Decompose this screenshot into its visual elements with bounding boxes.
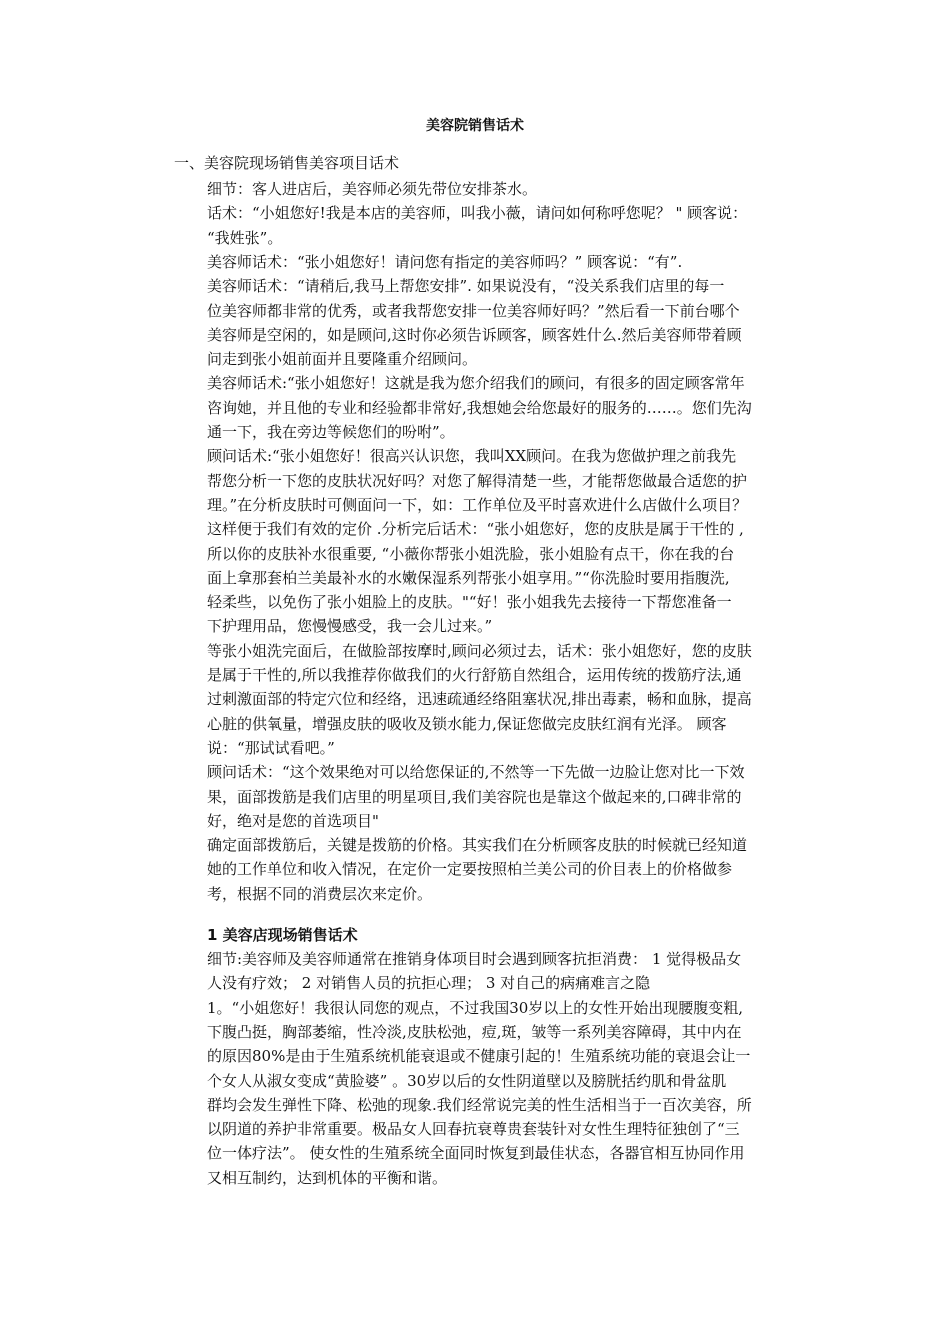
text-line: 下腹凸挺，胸部萎缩，性冷淡,皮肤松弛，痘,斑，皱等一系列美容障碍，其中内在	[207, 1022, 742, 1041]
text-line: 以阴道的养护非常重要。极品女人回春抗衰尊贵套装针对女性生理特征独创了“三	[207, 1120, 740, 1139]
text-line: 她的工作单位和收入情况，在定价一定要按照柏兰美公司的价目表上的价格做参	[207, 860, 733, 879]
text-line: 所以你的皮肤补水很重要, “小薇你帮张小姐洗脸，张小姐脸有点干，你在我的台	[207, 544, 735, 563]
text-line: 1。“小姐您好！我很认同您的观点，不过我国30岁以上的女性开始出现腰腹变粗,	[207, 998, 744, 1017]
text-line: 下护理用品，您慢慢感受，我一会儿过来。”	[207, 617, 493, 636]
text-line: 理。”在分析皮肤时可侧面问一下，如：工作单位及平时喜欢进什么店做什么项目？	[207, 495, 748, 514]
subheading: 1 美容店现场销售话术	[207, 926, 358, 944]
text-line: “我姓张”。	[207, 228, 283, 247]
text-line: 话术：“小姐您好!我是本店的美容师，叫我小薇，请问如何称呼您呢？ " 顾客说：	[207, 204, 748, 223]
text-line: 细节：客人进店后，美容师必须先带位安排茶水。	[207, 180, 538, 198]
text-line: 又相互制约，达到机体的平衡和谐。	[207, 1168, 448, 1187]
section-heading: 一、美容院现场销售美容项目话术	[174, 154, 400, 172]
text-line: 问走到张小姐前面并且要隆重介绍顾问。	[207, 350, 478, 369]
text-line: 群均会发生弹性下降、松弛的现象.我们经常说完美的性生活相当于一百次美容，所	[207, 1095, 752, 1114]
text-line: 美容师话术：“请稍后,我马上帮您安排”. 如果说没有，“没关系我们店里的每一	[207, 277, 725, 296]
text-line: 面上拿那套柏兰美最补水的水嫩保湿系列帮张小姐享用。”“你洗脸时要用指腹洗,	[207, 568, 730, 587]
text-line: 通一下，我在旁边等候您们的吩咐”。	[207, 423, 455, 441]
text-line: 果，面部拨筋是我们店里的明星项目,我们美容院也是靠这个做起来的,口碑非常的	[207, 787, 742, 806]
text-line: 轻柔些，以免伤了张小姐脸上的皮肤。"“好！张小姐我先去接待一下帮您准备一	[207, 593, 732, 612]
text-line: 这样便于我们有效的定价 .分析完后话术：“张小姐您好，您的皮肤是属于干性的 ,	[207, 520, 744, 539]
text-line: 位美容师都非常的优秀，或者我帮您安排一位美容师好吗？”然后看一下前台哪个	[207, 301, 740, 320]
text-line: 的原因80%是由于生殖系统机能衰退或不健康引起的！生殖系统功能的衰退会让一	[207, 1047, 751, 1066]
text-line: 个女人从淑女变成“黄脸婆” 。30岁以后的女性阴道壁以及膀胱括约肌和骨盆肌	[207, 1071, 727, 1090]
text-line: 顾问话术：“这个效果绝对可以给您保证的,不然等一下先做一边脸让您对比一下效	[207, 763, 745, 782]
text-line: 是属于干性的,所以我推荐你做我们的火行舒筋自然组合，运用传统的拨筋疗法,通	[207, 666, 742, 684]
text-line: 说：“那试试看吧。”	[207, 738, 335, 757]
text-line: 美容师话术：“张小姐您好！请问您有指定的美容师吗？” 顾客说：“有”.	[207, 252, 683, 271]
text-line: 位一体疗法”。 使女性的生殖系统全面同时恢复到最佳状态，各器官相互协同作用	[207, 1144, 745, 1163]
text-line: 细节:美容师及美容师通常在推销身体项目时会遇到顾客抗拒消费： 1 觉得极品女	[207, 950, 742, 968]
text-line: 心脏的供氧量，增强皮肤的吸收及锁水能力,保证您做完皮肤红润有光泽。 顾客	[207, 714, 727, 733]
text-line: 咨询她，并且他的专业和经验都非常好,我想她会给您最好的服务的……。您们先沟	[207, 398, 752, 417]
text-line: 考，根据不同的消费层次来定价。	[207, 884, 433, 903]
text-line: 美容师话术:“张小姐您好！这就是我为您介绍我们的顾问，有很多的固定顾客常年	[207, 374, 745, 393]
document-title: 美容院销售话术	[426, 118, 524, 134]
text-line: 人没有疗效； 2 对销售人员的抗拒心理； 3 对自己的病痛难言之隐	[207, 974, 651, 993]
text-line: 帮您分析一下您的皮肤状况好吗？对您了解得清楚一些，才能帮您做最合适您的护	[207, 471, 748, 490]
text-line: 等张小姐洗完面后，在做脸部按摩时,顾问必须过去，话术：张小姐您好，您的皮肤	[207, 641, 752, 660]
text-line: 美容师是空闲的，如是顾问,这时你必须告诉顾客，顾客姓什么.然后美容师带着顾	[207, 325, 742, 344]
text-line: 顾问话术:“张小姐您好！很高兴认识您，我叫XX顾问。在我为您做护理之前我先	[207, 447, 737, 466]
text-line: 过刺激面部的特定穴位和经络，迅速疏通经络阻塞状况,排出毒素，畅和血脉，提高	[207, 690, 752, 709]
text-line: 好，绝对是您的首选项目"	[207, 811, 379, 830]
text-line: 确定面部拨筋后，关键是拨筋的价格。其实我们在分析顾客皮肤的时候就已经知道	[207, 836, 748, 855]
